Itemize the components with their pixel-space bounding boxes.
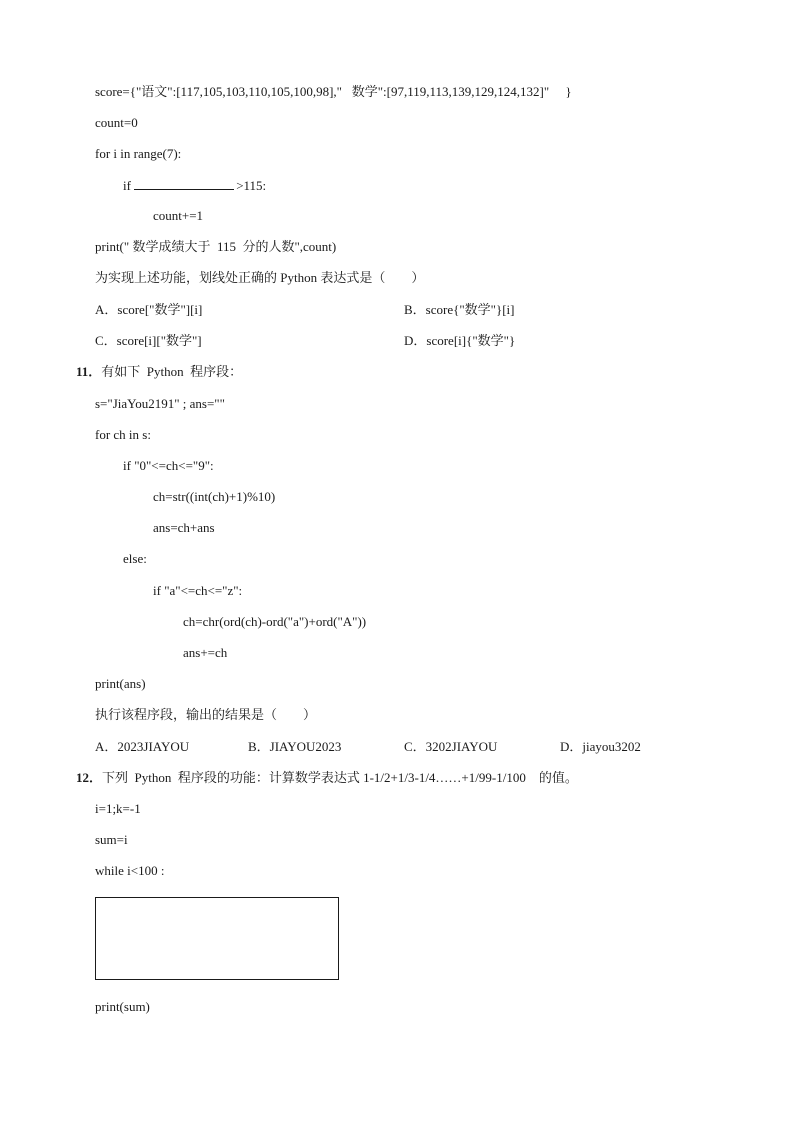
q11-stem: 有如下 Python 程序段： (101, 364, 243, 379)
q11-code-line-9: ans+=ch (183, 645, 228, 660)
q10-option-a: A．score["数学"][i] (95, 302, 203, 317)
q11-option-a: A．2023JIAYOU (95, 739, 190, 754)
q11-code-line-8: ch=chr(ord(ch)-ord("a")+ord("A")) (183, 614, 367, 629)
q12-code-line-4: print(sum) (95, 999, 150, 1014)
q10-option-c: C．score[i]["数学"] (95, 333, 202, 348)
q10-question: 为实现上述功能，划线处正确的 Python 表达式是（ ） (95, 270, 425, 285)
q10-code-line-5: count+=1 (153, 208, 204, 223)
q10-if-keyword: if (123, 178, 135, 193)
q12-code-line-1: i=1;k=-1 (95, 801, 141, 816)
q11-code-line-3: if "0"<=ch<="9": (123, 458, 214, 473)
q12-stem: 下列 Python 程序段的功能：计算数学表达式 1-1/2+1/3-1/4……+1/99-1/100 的值。 (102, 770, 578, 785)
q12-header (76, 770, 578, 786)
q11-code-line-6: else: (123, 551, 147, 566)
q11-question: 执行该程序段，输出的结果是（ ） (95, 707, 317, 722)
q12-code-line-3: while i<100 : (95, 863, 165, 878)
q11-code-line-5: ans=ch+ans (153, 520, 215, 535)
q10-option-d: D．score[i]{"数学"} (404, 333, 516, 348)
q11-option-d: D．jiayou3202 (560, 739, 641, 754)
q11-code-line-1: s="JiaYou2191" ; ans="" (95, 396, 225, 411)
q11-code-line-7: if "a"<=ch<="z": (153, 583, 243, 598)
q11-code-line-10: print(ans) (95, 676, 146, 691)
q10-code-line-1: score={"语文":[117,105,103,110,105,100,98]," 数学":[97,119,113,139,129,124,132]" } (95, 84, 572, 99)
q10-option-b: B．score{"数学"}[i] (404, 302, 515, 317)
q10-code-line-6: print(" 数学成绩大于 115 分的人数",count) (95, 239, 337, 254)
q11-header (76, 364, 242, 380)
q12-number: 12． (76, 770, 103, 785)
q10-fill-blank (134, 177, 234, 190)
q11-option-c: C．3202JIAYOU (404, 739, 498, 754)
q10-code-line-2: count=0 (95, 115, 138, 130)
q11-code-line-4: ch=str((int(ch)+1)%10) (153, 489, 276, 504)
q11-code-line-2: for ch in s: (95, 427, 151, 442)
q11-number: 11． (76, 364, 102, 379)
q10-condition-tail: >115: (236, 178, 267, 193)
q10-code-line-4 (123, 177, 266, 194)
q11-option-b: B．JIAYOU2023 (248, 739, 342, 754)
q12-code-line-2: sum=i (95, 832, 128, 847)
q10-code-line-3: for i in range(7): (95, 146, 182, 161)
q12-answer-box (95, 897, 339, 980)
